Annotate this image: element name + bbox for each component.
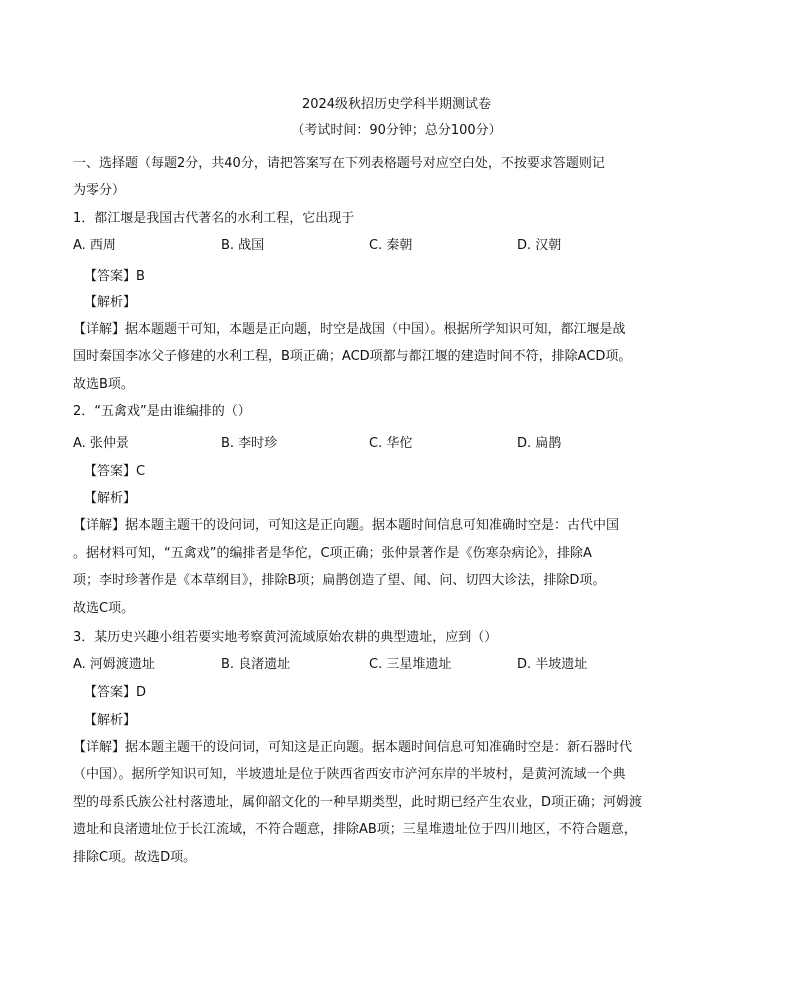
question-stem: 3．某历史兴趣小组若要实地考察黄河流域原始农耕的典型遗址，应到（） — [73, 630, 498, 645]
option-a: A. 张仲景 — [73, 436, 129, 451]
detail-text: （中国）。据所学知识可知，半坡遗址是位于陕西省西安市浐河东岸的半坡村，是黄河流域一个典 — [73, 767, 626, 782]
detail-text: 遗址和良渚遗址位于长江流域，不符合题意，排除AB项；三星堆遗址位于四川地区，不符合题意， — [73, 822, 637, 837]
detail-text: 【详解】据本题主题干的设问词，可知这是正向题。据本题时间信息可知准确时空是：古代中国 — [73, 518, 620, 533]
option-c: C. 华佗 — [369, 436, 413, 451]
option-d: D. 汉朝 — [517, 238, 562, 253]
detail-text: 项；李时珍著作是《本草纲目》，排除B项；扁鹊创造了望、闻、问、切四大诊法，排除D项。 — [73, 573, 606, 588]
option-c: C. 三星堆遗址 — [369, 657, 452, 672]
detail-text: 型的母系氏族公社村落遗址，属仰韶文化的一种早期类型，此时期已经产生农业，D项正确；河姆渡 — [73, 795, 643, 810]
answer-label: 【答案】B — [84, 269, 145, 284]
detail-text: 【详解】据本题题干可知，本题是正向题，时空是战国（中国）。根据所学知识可知，都江堰是战 — [73, 322, 626, 337]
section-instruction-cont: 为零分） — [73, 183, 126, 198]
options-row — [73, 435, 713, 453]
option-a: A. 河姆渡遗址 — [73, 657, 155, 672]
option-b: B. 李时珍 — [221, 436, 278, 451]
analysis-label: 【解析】 — [84, 295, 137, 310]
option-d: D. 半坡遗址 — [517, 657, 588, 672]
options-row — [73, 656, 713, 674]
option-c: C. 秦朝 — [369, 238, 413, 253]
option-b: B. 战国 — [221, 238, 265, 253]
detail-text: 故选C项。 — [73, 601, 135, 616]
detail-text: 国时秦国李冰父子修建的水利工程，B项正确；ACD项都与都江堰的建造时间不符，排除ACD项。 — [73, 349, 632, 364]
options-row — [73, 237, 713, 255]
question-stem: 1．都江堰是我国古代著名的水利工程，它出现于 — [73, 211, 355, 226]
question-stem: 2．“五禽戏”是由谁编排的（） — [73, 404, 251, 419]
answer-label: 【答案】D — [84, 685, 147, 700]
option-b: B. 良渚遗址 — [221, 657, 291, 672]
analysis-label: 【解析】 — [84, 713, 137, 728]
page-title: 2024级秋招历史学科半期测试卷 — [301, 97, 492, 112]
detail-text: 排除C项。故选D项。 — [73, 850, 197, 865]
option-a: A. 西周 — [73, 238, 116, 253]
answer-label: 【答案】C — [84, 464, 146, 479]
detail-text: 【详解】据本题主题干的设问词，可知这是正向题。据本题时间信息可知准确时空是：新石器时代 — [73, 740, 633, 755]
detail-text: 。据材料可知，“五禽戏”的编排者是华佗，C项正确；张仲景著作是《伤寒杂病论》，排除A — [73, 546, 592, 561]
detail-text: 故选B项。 — [73, 377, 134, 392]
option-d: D. 扁鹊 — [517, 436, 562, 451]
exam-info: （考试时间：90分钟；总分100分） — [291, 123, 502, 138]
section-instruction: 一、选择题（每题2分，共40分，请把答案写在下列表格题号对应空白处，不按要求答题则记 — [73, 156, 605, 171]
analysis-label: 【解析】 — [84, 491, 137, 506]
